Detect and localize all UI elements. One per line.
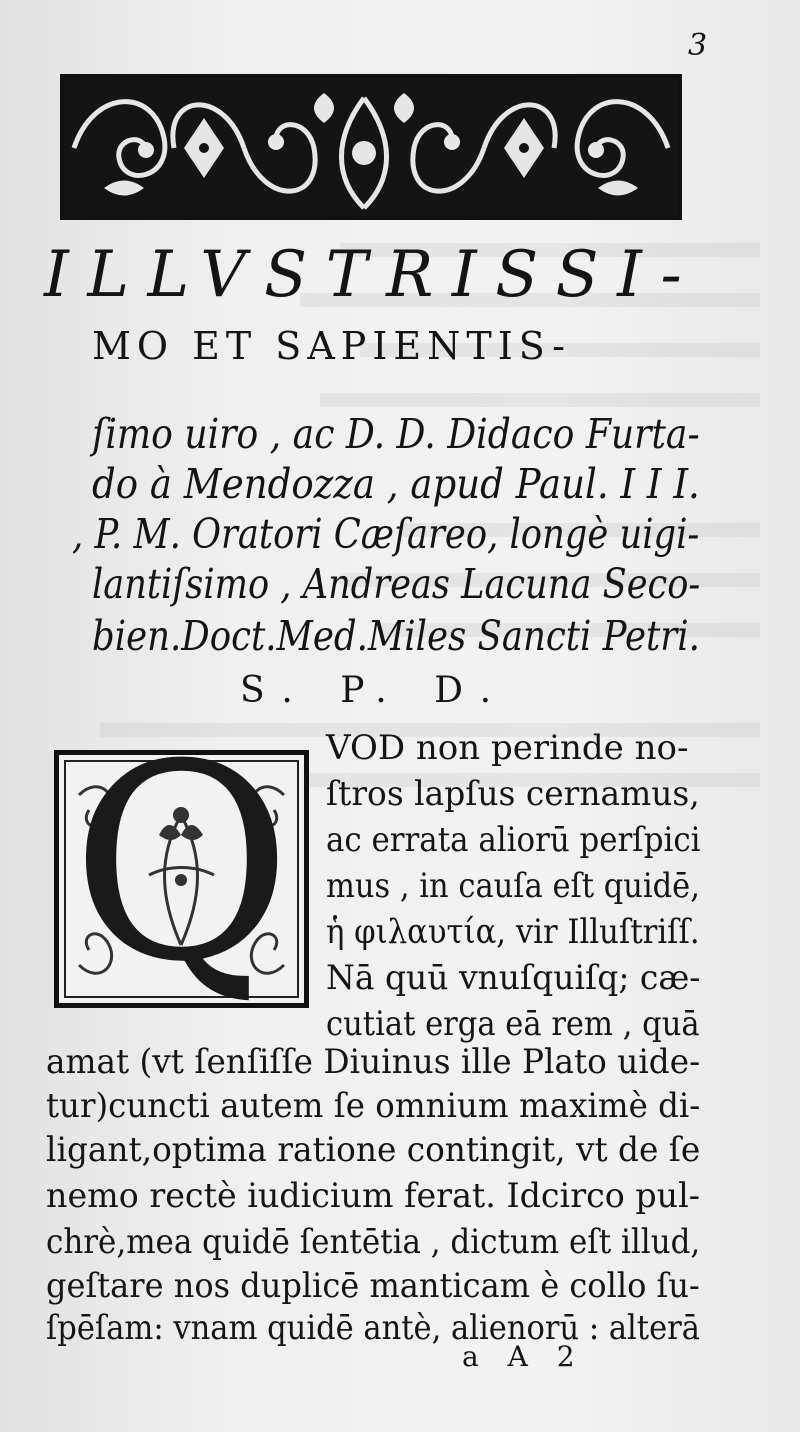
body-line: mus , in cauſa eſt quidē, [326,866,700,906]
body-line: chrè,mea quidē ſentētia , dictum eſt illud, [46,1222,701,1262]
body-line: ligant,optima ratione contingit, vt de ſe [46,1130,701,1170]
body-line: geſtare nos duplicē manticam è collo ſu- [46,1266,700,1306]
page-number: 3 [688,28,708,63]
body-line: tur)cuncti autem ſe omnium maximè di- [46,1086,701,1126]
body-line: ἡ φιλαυτία, vir Illuſtriſſ. [326,912,700,952]
signature-mark: a A 2 [462,1340,585,1373]
title-line-2: MO ET SAPIENTIS- [92,324,571,368]
body-line: Nā quū vnuſquiſq; cæ- [326,958,701,998]
body-line: nemo rectè iudicium ferat. Idcirco pul- [46,1176,701,1216]
body-line: VOD non perinde no- [326,728,689,768]
dedication-line-5: bien.Doct.Med.Miles Sancti Petri. [92,612,700,660]
body-line: ſpēſam: vnam quidē antè, alienorū : alterā [46,1308,700,1348]
body-line: ſtros lapſus cernamus, [326,774,700,814]
body-line: ac errata aliorū perſpici [326,820,701,860]
dedication-line-1: ſimo uiro , ac D. D. Didaco Furta- [92,410,700,458]
body-line: amat (vt ſenſiſſe Diuinus ille Plato uide- [46,1042,701,1082]
dedication-line-2: do à Mendozza , apud Paul. I I I. [92,460,700,508]
decorated-initial [54,706,309,1021]
ornamental-headpiece [60,74,682,220]
dedication-line-3: , P. M. Oratori Cæſareo, longè uigi- [72,510,700,558]
body-line: cutiat erga eā rem , quā [326,1004,700,1044]
salutation: S. P. D. [240,670,510,711]
dedication-line-4: lantiſsimo , Andreas Lacuna Seco- [92,560,701,608]
drop-cap-letter: Q [70,706,293,1021]
title-line-1: ILLVSTRISSI- [44,238,701,312]
